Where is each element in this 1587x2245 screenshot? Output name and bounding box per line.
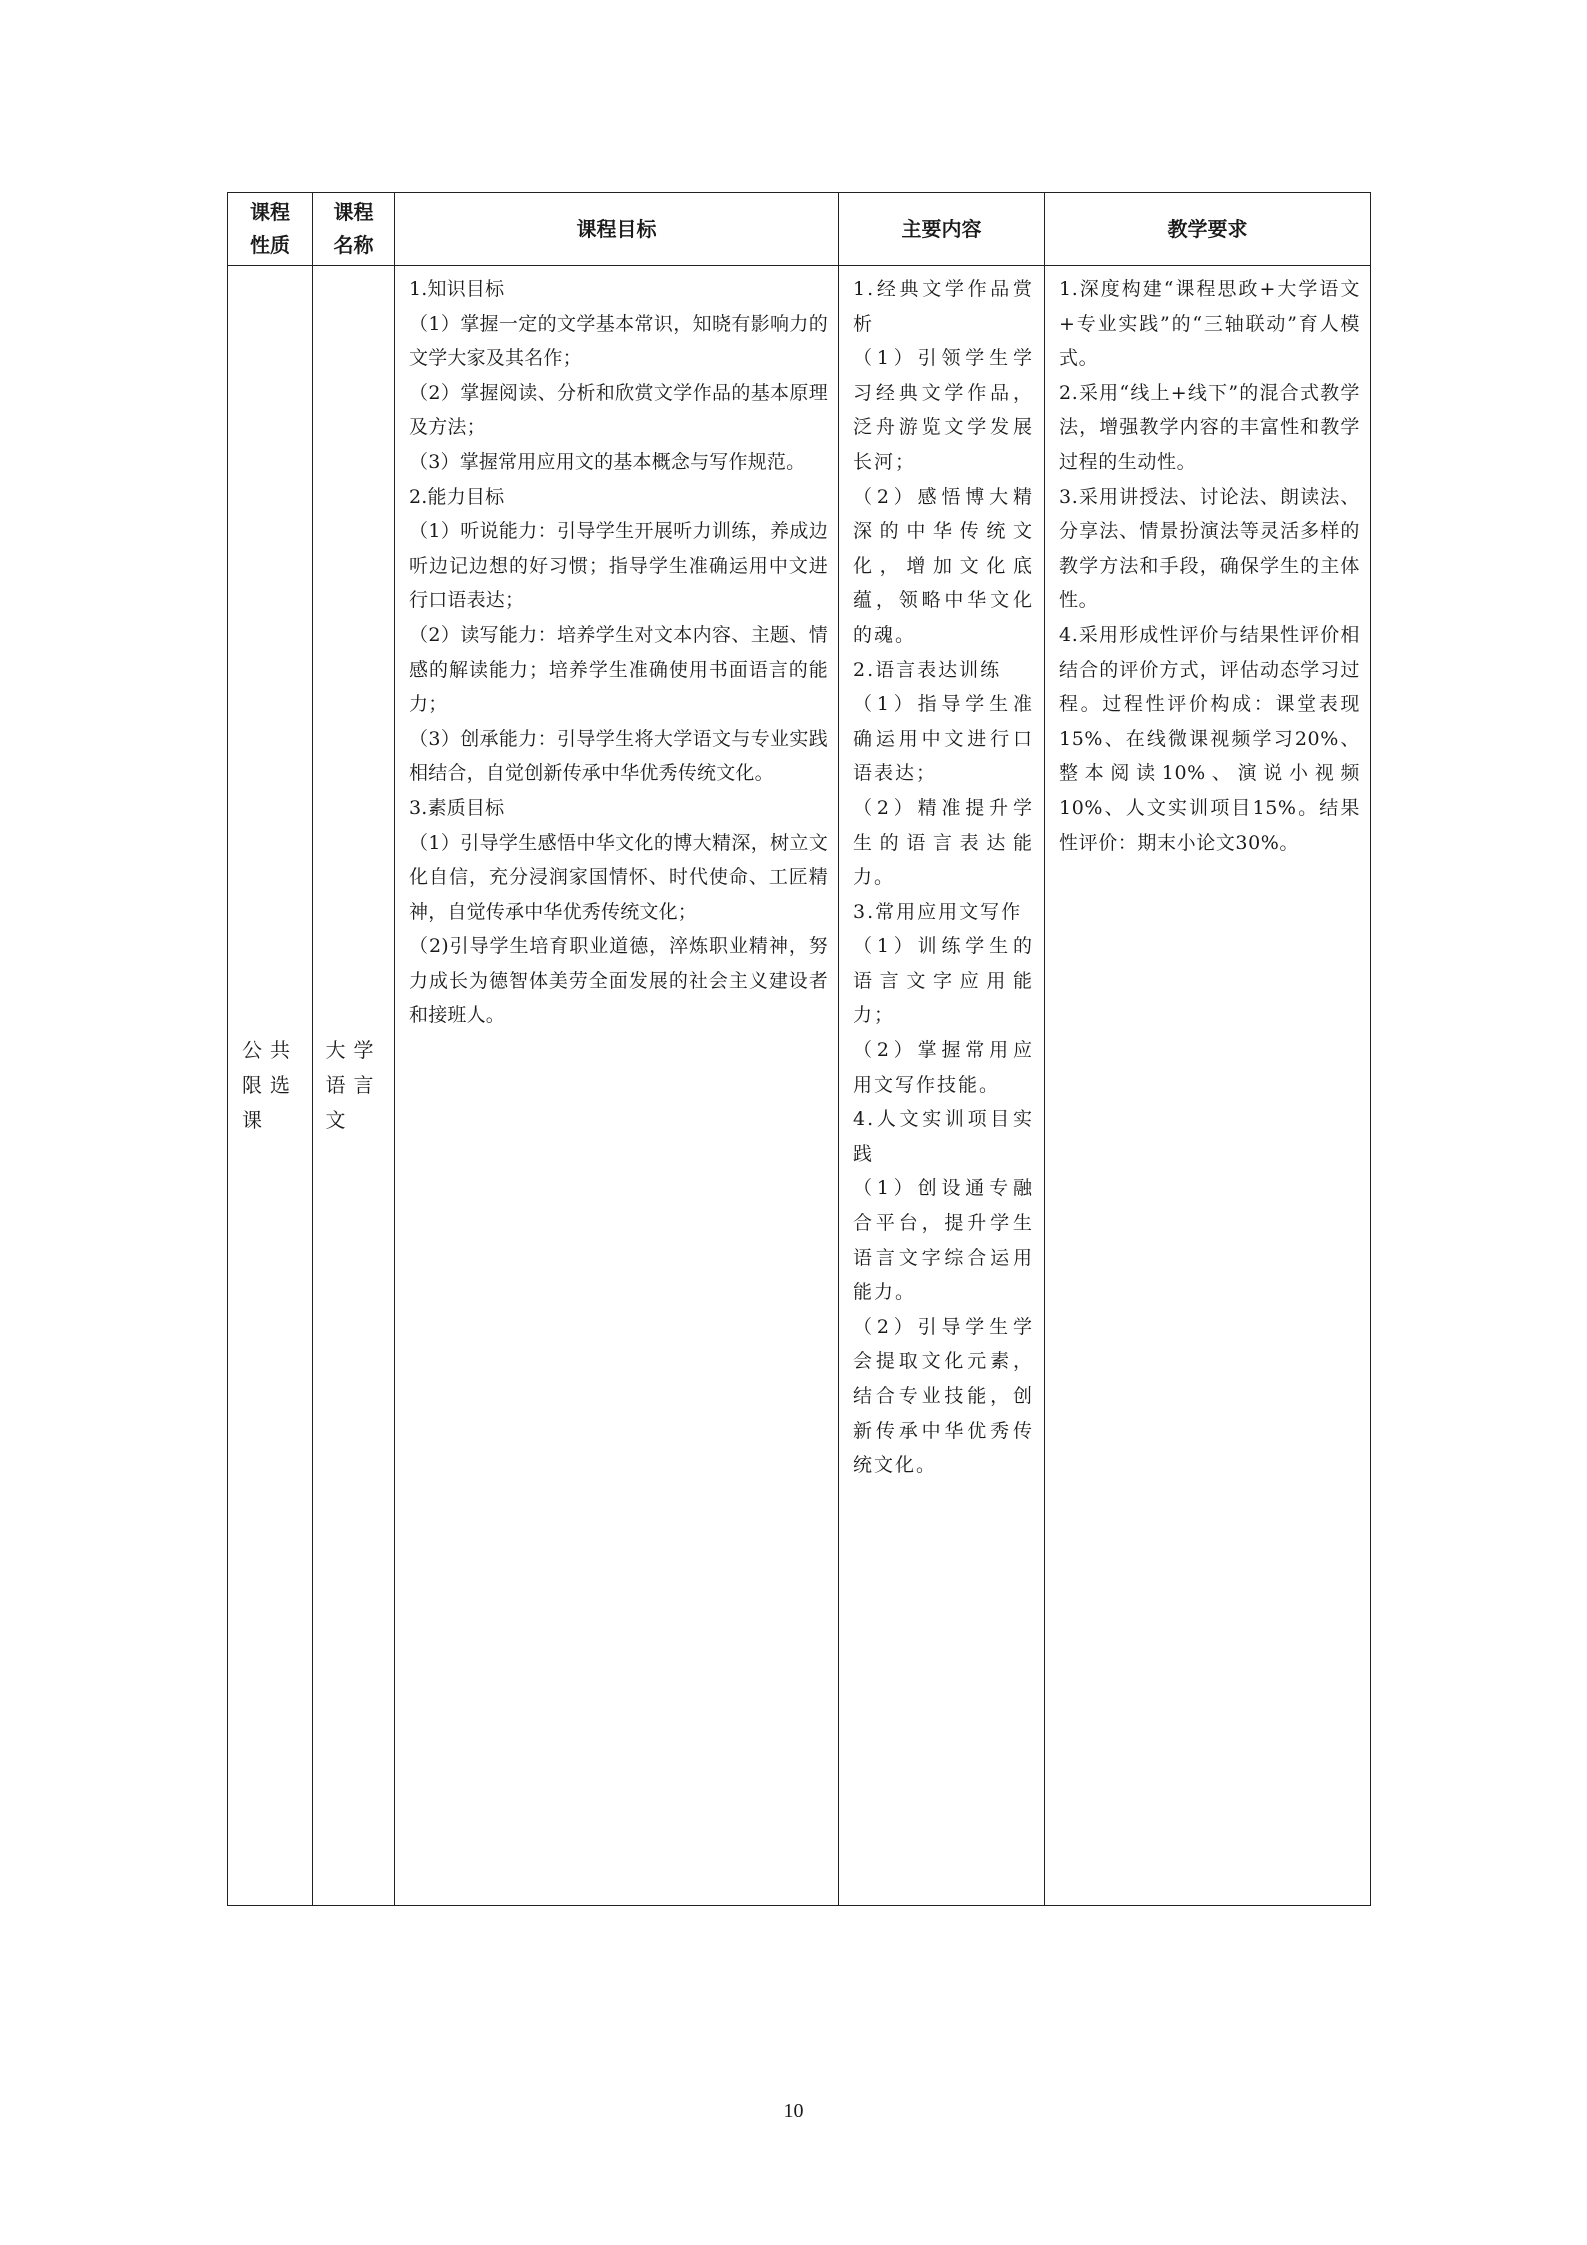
cell-course-nature bbox=[228, 266, 313, 1906]
header-name-line-2: 名称 bbox=[333, 233, 374, 257]
content-line: （2）掌握常用应用文写作技能。 bbox=[853, 1039, 1034, 1096]
content-line: （2）精准提升学生的语言表达能力。 bbox=[853, 796, 1034, 889]
content-line: 1.经典文学作品赏析 bbox=[853, 278, 1034, 335]
header-content: 主要内容 bbox=[839, 193, 1045, 266]
header-nature-line-1: 课程 bbox=[250, 200, 290, 224]
header-nature-line-2: 性质 bbox=[250, 233, 290, 257]
header-requirement: 教学要求 bbox=[1045, 193, 1371, 266]
goal-line: （2)引导学生培育职业道德，淬炼职业精神，努力成长为德智体美劳全面发展的社会主义建设者和接班人。 bbox=[409, 935, 828, 1027]
header-row bbox=[228, 193, 1371, 266]
requirement-line: 1.深度构建“课程思政+大学语文+专业实践”的“三轴联动”育人模式。 bbox=[1059, 278, 1360, 370]
requirement-line: 2.采用“线上+线下”的混合式教学法，增强教学内容的丰富性和教学过程的生动性。 bbox=[1059, 381, 1360, 473]
content-line: （1）指导学生准确运用中文进行口语表达； bbox=[853, 693, 1034, 785]
header-name-line-1: 课程 bbox=[333, 200, 374, 224]
content-line: 3.常用应用文写作 bbox=[853, 900, 1023, 923]
content-line: （1）引领学生学习经典文学作品，泛舟游览文学发展长河； bbox=[853, 347, 1034, 473]
page-number: 10 bbox=[783, 2100, 804, 2122]
content-line: （1）训练学生的语言文字应用能力； bbox=[853, 935, 1034, 1027]
goal-line: （1）引导学生感悟中华文化的博大精深，树立文化自信，充分浸润家国情怀、时代使命、工匠精神，自觉传承中华优秀传统文化； bbox=[409, 831, 828, 923]
content-line: （2）引导学生学会提取文化元素，结合专业技能，创新传承中华优秀传统文化。 bbox=[853, 1315, 1034, 1477]
goal-line: 2.能力目标 bbox=[409, 485, 505, 508]
goal-line: （3）掌握常用应用文的基本概念与写作规范。 bbox=[409, 450, 806, 473]
cell-teaching-requirements bbox=[1045, 266, 1371, 1906]
requirement-line: 4.采用形成性评价与结果性评价相结合的评价方式，评估动态学习过程。过程性评价构成：课堂表现15%、在线微课视频学习20%、整本阅读10%、演说小视频10%、人文实训项目15%。结果性评价：期末小论文30%。 bbox=[1059, 623, 1360, 854]
content-line: 4.人文实训项目实践 bbox=[853, 1108, 1034, 1165]
goal-line: 3.素质目标 bbox=[409, 796, 505, 819]
course-name-text: 大学语言文 bbox=[325, 1038, 382, 1132]
cell-main-content bbox=[839, 266, 1045, 1906]
requirement-line: 3.采用讲授法、讨论法、朗读法、分享法、情景扮演法等灵活多样的教学方法和手段，确保学生的主体性。 bbox=[1059, 485, 1360, 612]
course-table bbox=[227, 192, 1371, 1906]
header-goal: 课程目标 bbox=[395, 193, 839, 266]
content-line: 2.语言表达训练 bbox=[853, 658, 1002, 681]
content-line: （1）创设通专融合平台，提升学生语言文字综合运用能力。 bbox=[853, 1177, 1034, 1304]
goal-line: （1）听说能力：引导学生开展听力训练，养成边听边记边想的好习惯；指导学生准确运用中文进行口语表达； bbox=[409, 520, 828, 612]
table-row bbox=[228, 266, 1371, 1906]
goal-line: （1）掌握一定的文学基本常识，知晓有影响力的文学大家及其名作； bbox=[409, 312, 828, 370]
header-name bbox=[313, 193, 395, 266]
goal-line: （2）读写能力：培养学生对文本内容、主题、情感的解读能力；培养学生准确使用书面语言的能力； bbox=[409, 623, 828, 716]
course-nature-text: 公共限选课 bbox=[242, 1038, 298, 1132]
goal-line: （2）掌握阅读、分析和欣赏文学作品的基本原理及方法； bbox=[409, 381, 828, 439]
cell-course-goals bbox=[395, 266, 839, 1906]
cell-course-name bbox=[313, 266, 395, 1906]
goal-line: （3）创承能力：引导学生将大学语文与专业实践相结合，自觉创新传承中华优秀传统文化。 bbox=[409, 727, 828, 785]
content-line: （2）感悟博大精深的中华传统文化，增加文化底蕴，领略中华文化的魂。 bbox=[853, 485, 1034, 646]
header-nature bbox=[228, 193, 313, 266]
goal-line: 1.知识目标 bbox=[409, 278, 505, 300]
